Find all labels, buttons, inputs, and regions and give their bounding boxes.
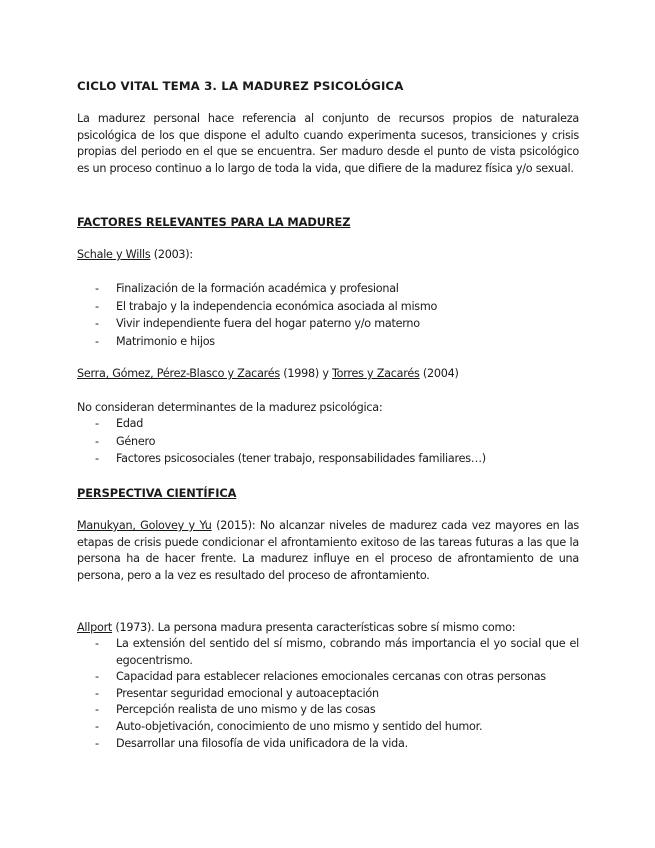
list-item: - La extensión del sentido del sí mismo, cobrando más importancia el yo social que el egocentrismo. [95, 637, 579, 667]
reference-year: (1998) y [280, 367, 332, 380]
list-item: - Capacidad para establecer relaciones emocionales cercanas con otras personas [95, 670, 546, 684]
non-determinants-intro: No consideran determinantes de la madurez psicológica: [77, 401, 383, 414]
manukyan-paragraph [77, 518, 579, 584]
reference-serra-torres [77, 366, 579, 383]
list-item: - Género [95, 434, 156, 448]
non-determinants-list [77, 416, 579, 469]
section-heading-perspectiva: PERSPECTIVA CIENTÍFICA [77, 486, 237, 500]
list-item: - El trabajo y la independencia económica asociada al mismo [95, 299, 438, 313]
reference-authors: Torres y Zacarés [332, 367, 420, 380]
list-item: - Desarrollar una filosofía de vida unificadora de la vida. [95, 736, 408, 750]
madurez-factors-list [77, 281, 579, 351]
allport-characteristics-list [77, 636, 579, 752]
allport-intro [77, 620, 579, 637]
intro-paragraph: La madurez personal hace referencia al conjunto de recursos propios de naturaleza psicológica de los que dispone el adulto cuando experimenta sucesos, transiciones y crisis propias del periodo en el que se encuentra. Ser maduro desde el punto de vista psicológico es un proceso continuo a lo largo de toda la vida, que difiere de la madurez física y/o sexual. [77, 112, 579, 175]
reference-schale [77, 247, 579, 264]
reference-year: (2003): [150, 248, 193, 261]
reference-authors: Schale y Wills [77, 248, 151, 261]
reference-year: (2004) [419, 367, 459, 380]
list-item: - Presentar seguridad emocional y autoaceptación [95, 686, 379, 700]
list-item: - Percepción realista de uno mismo y de las cosas [95, 703, 376, 717]
reference-authors: Manukyan, Golovey y Yu [77, 519, 212, 532]
paragraph-text: (2015): No alcanzar niveles de madurez cada vez mayores en las etapas de crisis puede condicionar el afrontamiento exitoso de las tareas futuras a las que la persona ha de hacer frente. La madurez influye en el proceso de afrontamiento de una persona, pero a la vez es resultado del proceso de afrontamiento. [77, 519, 580, 582]
reference-authors: Serra, Gómez, Pérez-Blasco y Zacarés [77, 367, 280, 380]
reference-authors: Allport [77, 621, 113, 634]
document-title: CICLO VITAL TEMA 3. LA MADUREZ PSICOLÓGICA [77, 79, 404, 93]
paragraph-text: (1973). La persona madura presenta características sobre sí mismo como: [112, 621, 516, 634]
list-item: - Matrimonio e hijos [95, 334, 215, 348]
list-item: - Finalización de la formación académica y profesional [95, 282, 399, 295]
list-item: - Auto-objetivación, conocimiento de uno mismo y sentido del humor. [95, 719, 483, 733]
list-item: - Vivir independiente fuera del hogar paterno y/o materno [95, 317, 420, 331]
section-heading-factores: FACTORES RELEVANTES PARA LA MADUREZ [77, 215, 351, 229]
list-item: - Edad [95, 417, 144, 430]
list-item: - Factores psicosociales (tener trabajo, responsabilidades familiares…) [95, 452, 486, 466]
